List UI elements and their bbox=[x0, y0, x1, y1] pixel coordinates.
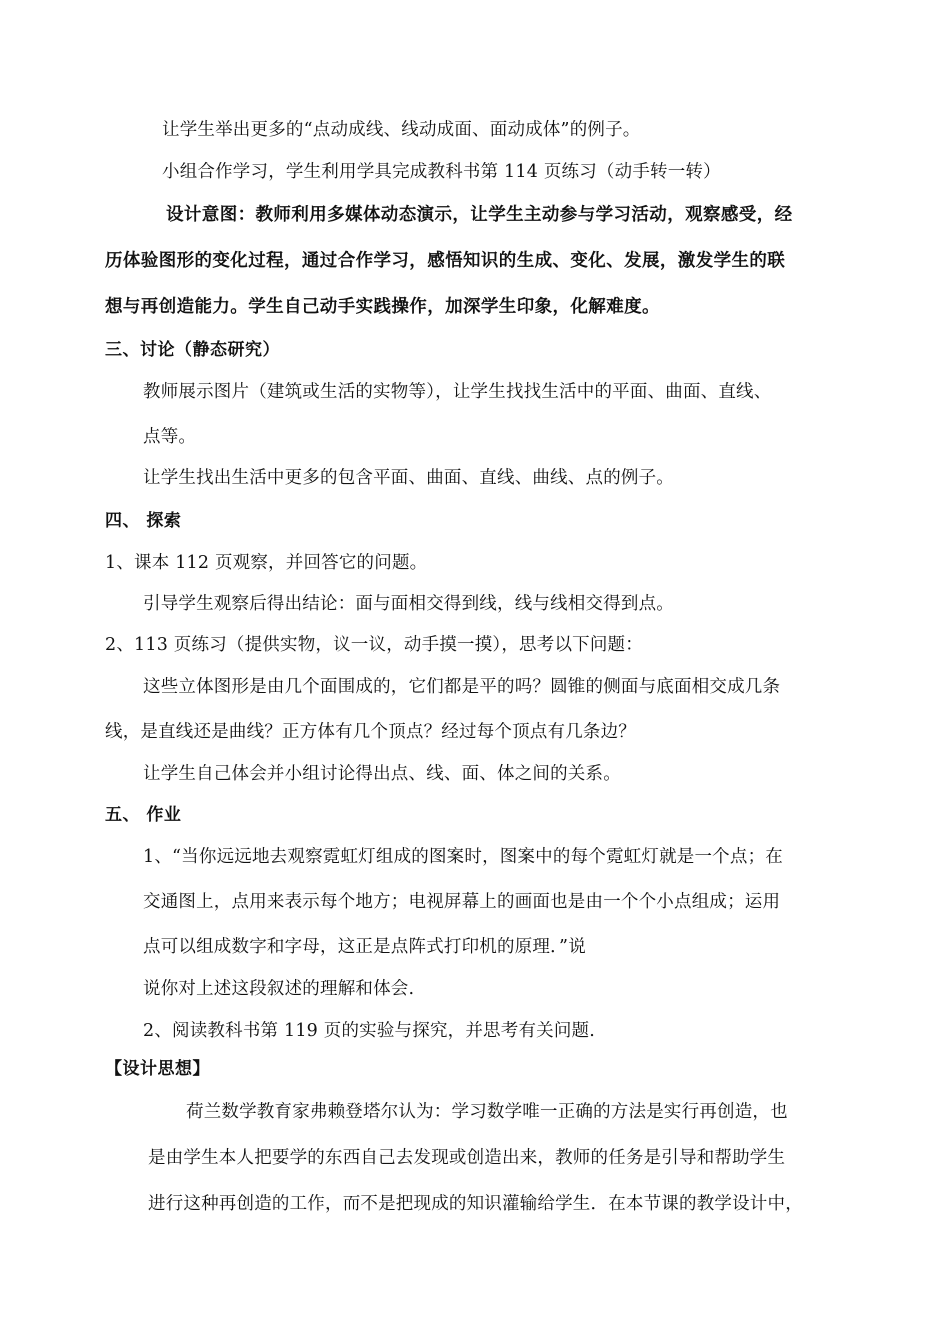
homework-1-line-1: 1、“当你远远地去观察霓虹灯组成的图案时，图案中的每个霓虹灯就是一个点；在 bbox=[143, 847, 783, 867]
design-thought-heading: 【设计思想】 bbox=[105, 1059, 210, 1079]
section-heading-homework: 五、 作业 bbox=[105, 805, 182, 825]
explore-item-2-detail-2: 线，是直线还是曲线？正方体有几个顶点？经过每个顶点有几条边？ bbox=[105, 722, 636, 742]
design-intent-line-1: 设计意图：教师利用多媒体动态演示，让学生主动参与学习活动，观察感受，经 bbox=[166, 205, 793, 225]
design-thought-line-1: 荷兰数学教育家弗赖登塔尔认为：学习数学唯一正确的方法是实行再创造，也 bbox=[186, 1102, 788, 1122]
design-intent-line-2: 历体验图形的变化过程，通过合作学习，感悟知识的生成、变化、发展，激发学生的联 bbox=[105, 251, 786, 271]
paragraph-examples: 让学生举出更多的“点动成线、线动成面、面动成体”的例子。 bbox=[162, 120, 641, 140]
design-thought-line-2: 是由学生本人把要学的东西自己去发现或创造出来，教师的任务是引导和帮助学生 bbox=[148, 1148, 786, 1168]
design-thought-line-3: 进行这种再创造的工作，而不是把现成的知识灌输给学生．在本节课的教学设计中， bbox=[148, 1194, 803, 1214]
homework-1-line-3: 点可以组成数字和字母，这正是点阵式打印机的原理．”说 bbox=[143, 937, 586, 957]
explore-item-2: 2、113 页练习（提供实物，议一议，动手摸一摸），思考以下问题： bbox=[105, 635, 643, 655]
section-heading-discussion: 三、讨论（静态研究） bbox=[105, 340, 280, 360]
discussion-line-2: 点等。 bbox=[143, 427, 197, 447]
explore-item-2-summary: 让学生自己体会并小组讨论得出点、线、面、体之间的关系。 bbox=[143, 764, 621, 784]
discussion-examples: 让学生找出生活中更多的包含平面、曲面、直线、曲线、点的例子。 bbox=[143, 468, 674, 488]
homework-2: 2、阅读教科书第 119 页的实验与探究，并思考有关问题. bbox=[143, 1021, 596, 1041]
paragraph-group-work: 小组合作学习，学生利用学具完成教科书第 114 页练习（动手转一转） bbox=[162, 162, 721, 182]
discussion-line-1: 教师展示图片（建筑或生活的实物等），让学生找找生活中的平面、曲面、直线、 bbox=[143, 382, 772, 402]
section-heading-explore: 四、 探索 bbox=[105, 511, 182, 531]
design-intent-line-3: 想与再创造能力。学生自己动手实践操作，加深学生印象，化解难度。 bbox=[105, 297, 660, 317]
explore-item-1-detail: 引导学生观察后得出结论：面与面相交得到线，线与线相交得到点。 bbox=[143, 594, 674, 614]
homework-1-line-2: 交通图上，点用来表示每个地方；电视屏幕上的画面也是由一个个小点组成；运用 bbox=[143, 892, 781, 912]
explore-item-2-detail-1: 这些立体图形是由几个面围成的，它们都是平的吗？圆锥的侧面与底面相交成几条 bbox=[143, 677, 781, 697]
explore-item-1: 1、课本 112 页观察，并回答它的问题。 bbox=[105, 553, 428, 573]
homework-1-line-4: 说你对上述这段叙述的理解和体会. bbox=[143, 979, 415, 999]
